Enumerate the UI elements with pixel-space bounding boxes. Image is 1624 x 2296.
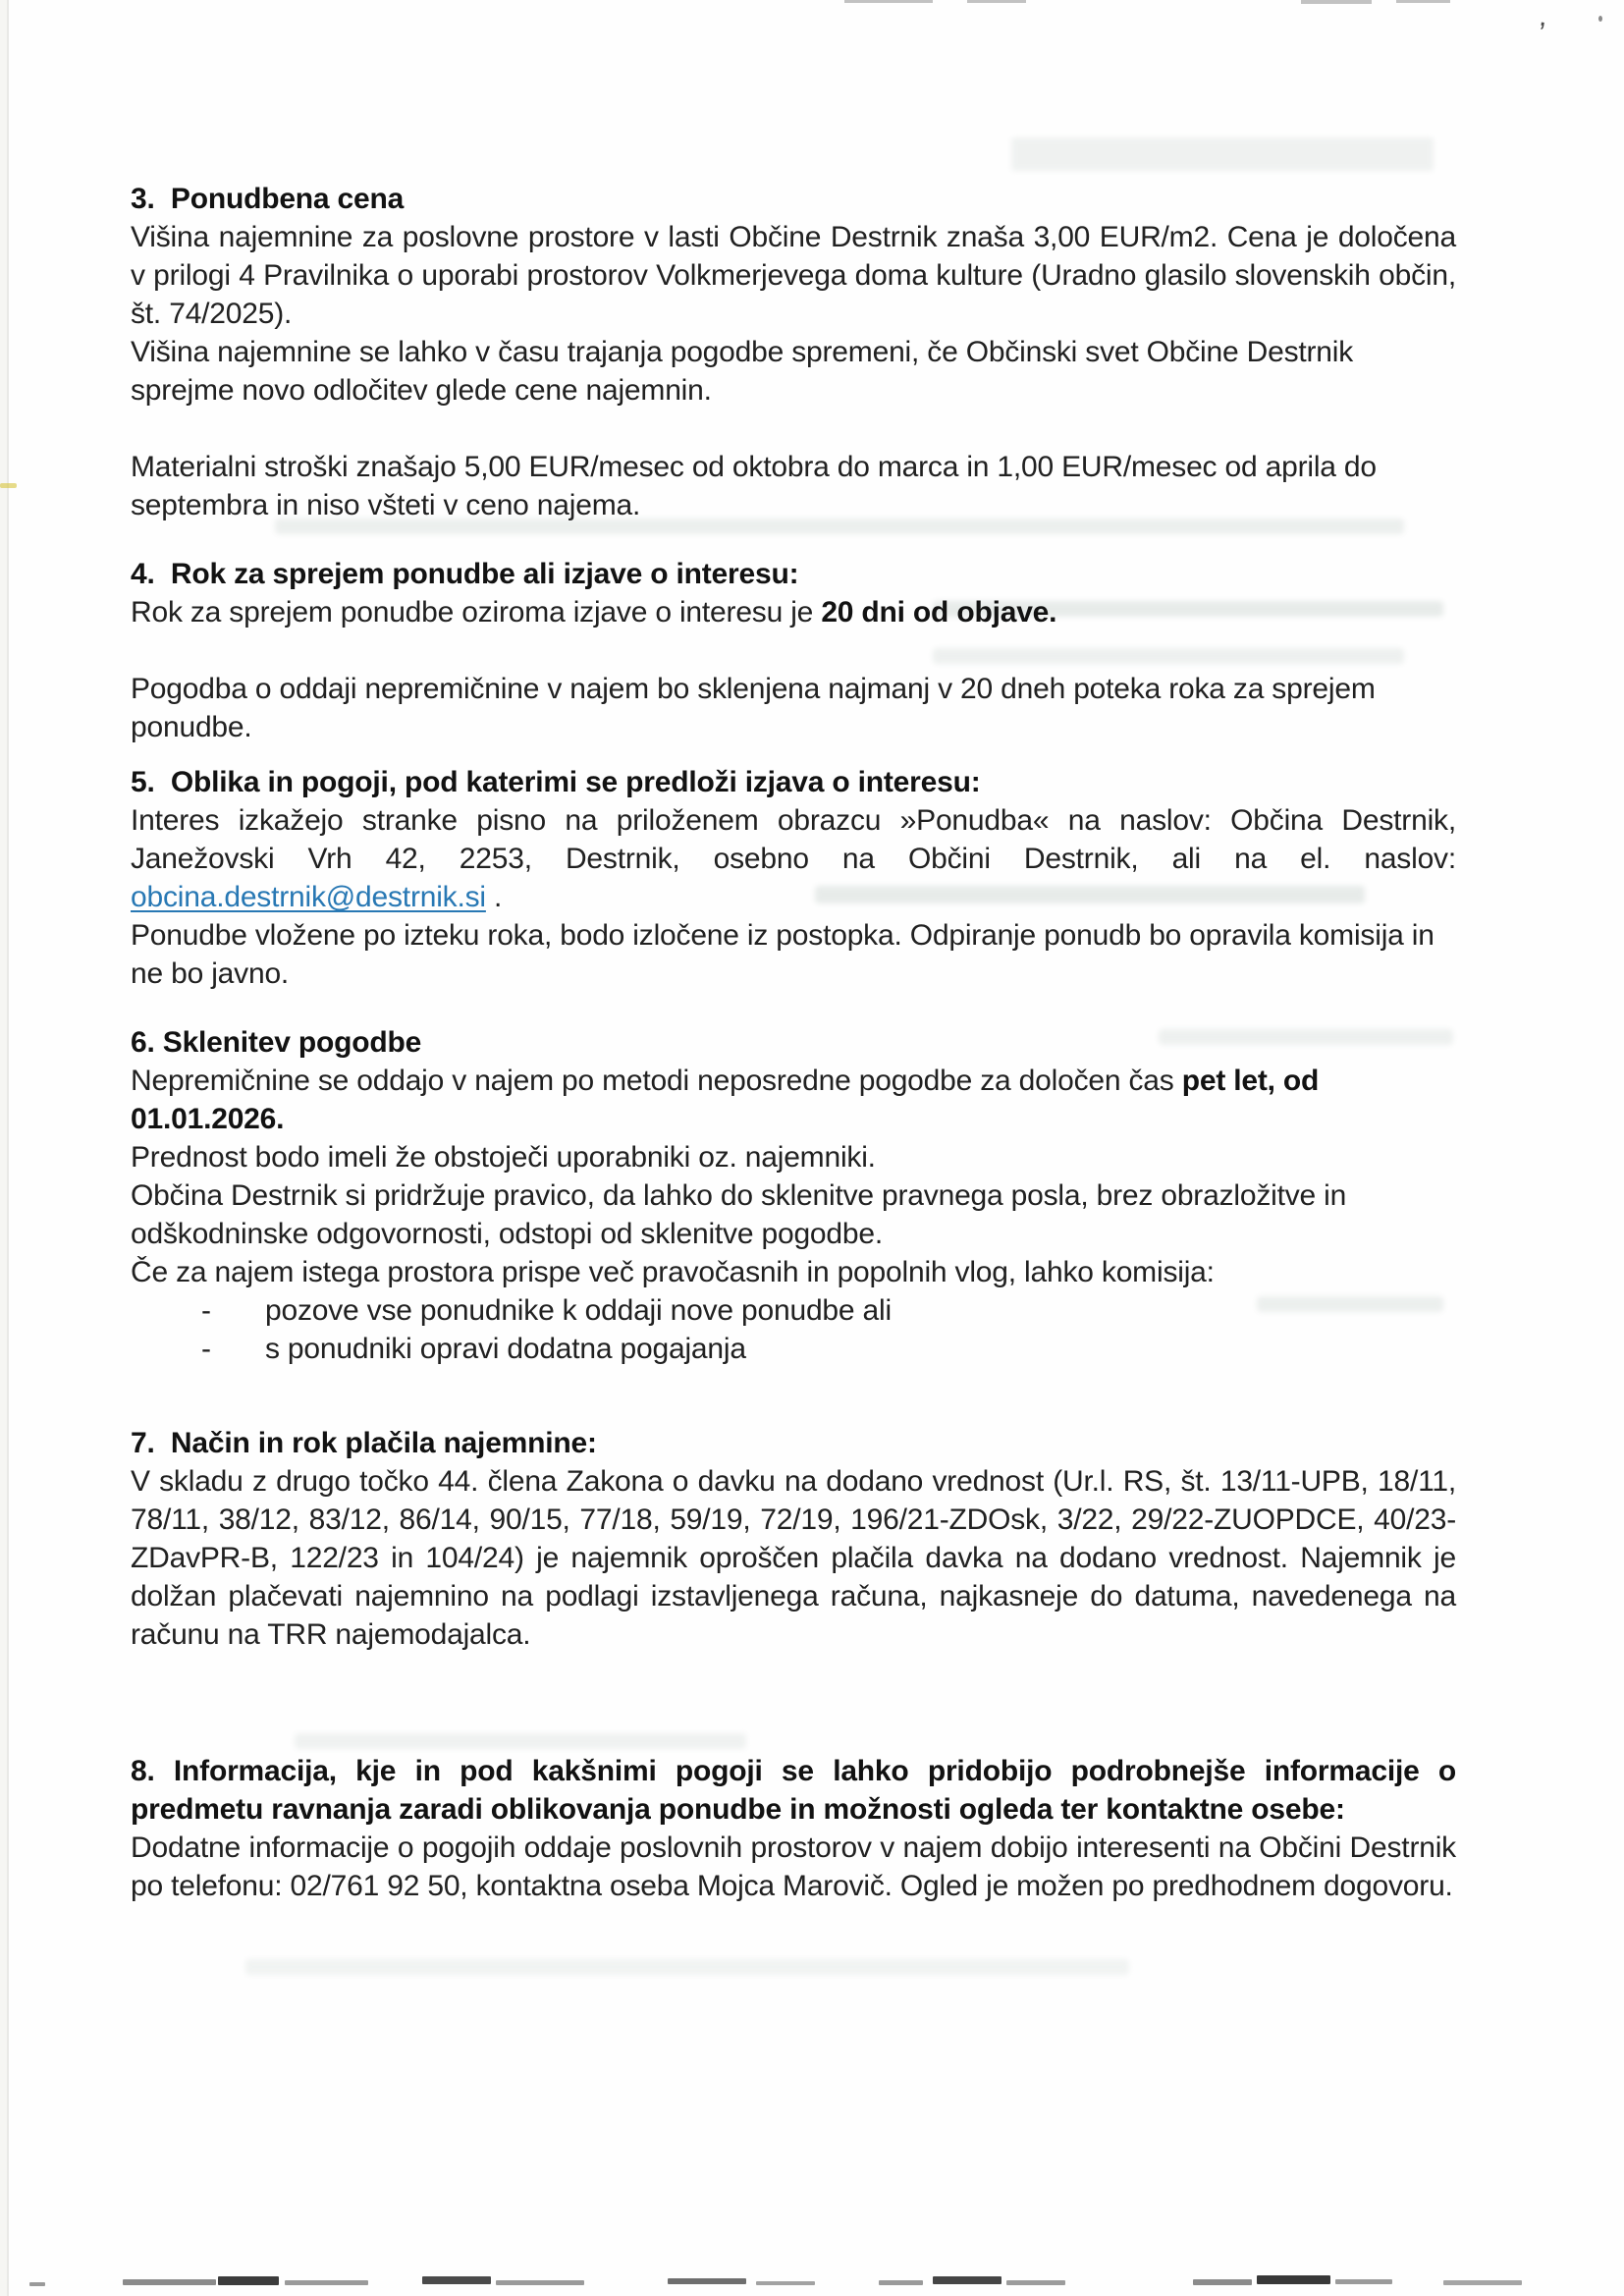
scan-bottom-dash	[1006, 2280, 1065, 2285]
section-4-paragraph-1-text: Rok za sprejem ponudbe oziroma izjave o interesu je	[131, 596, 822, 629]
scan-speck: ,	[1537, 0, 1550, 33]
section-5-paragraph-1-text: Interes izkažejo stranke pisno na priloženem obrazcu »Ponudba« na naslov: Občina Destrnik, Janežovski Vrh 42, 2253, Destrnik, osebno na Občini Destrnik, ali na el. naslov:	[131, 804, 1456, 875]
scan-bottom-dash	[123, 2279, 216, 2285]
scan-top-dash	[844, 0, 933, 3]
scan-bottom-dash	[1335, 2279, 1392, 2284]
scan-bottom-dash	[1257, 2275, 1330, 2284]
scan-top-dash	[1396, 0, 1450, 3]
scan-edge-line	[7, 0, 9, 2296]
section-6-paragraph-1-text: Nepremičnine se oddajo v najem po metodi neposredne pogodbe za določen čas	[131, 1065, 1182, 1097]
scan-bottom-dash	[29, 2282, 45, 2286]
list-item	[131, 1291, 1456, 1330]
section-5-paragraph-1	[131, 801, 1456, 916]
section-5-paragraph-2: Ponudbe vložene po izteku roka, bodo izločene iz postopka. Odpiranje ponudb bo opravila komisija in ne bo javno.	[131, 919, 1435, 990]
section-6-paragraph-2: Prednost bodo imeli že obstoječi uporabniki oz. najemniki.	[131, 1141, 876, 1174]
scan-top-dash	[967, 0, 1026, 3]
bullet-dash: -	[201, 1294, 211, 1327]
document-content	[131, 180, 1456, 1905]
bleed-through-artifact	[245, 1959, 1129, 1975]
scan-bottom-dash	[756, 2281, 815, 2285]
scan-bottom-dash	[218, 2276, 279, 2285]
scan-bottom-dash	[933, 2276, 1001, 2284]
section-4-paragraph-1	[131, 593, 1456, 631]
scan-yellow-mark	[0, 483, 17, 488]
section-4-deadline-bold: 20 dni od objave.	[821, 596, 1057, 629]
bullet-dash: -	[201, 1333, 211, 1365]
scan-bottom-dash	[1193, 2279, 1252, 2285]
scan-bottom-dash	[668, 2278, 746, 2284]
scan-bottom-dash	[285, 2280, 368, 2285]
scan-bottom-dash	[422, 2276, 491, 2284]
section-6-paragraph-3: Občina Destrnik si pridržuje pravico, da lahko do sklenitve pravnega posla, brez obrazložitve in odškodninske odgovornosti, odstopi od sklenitve pogodbe.	[131, 1179, 1347, 1250]
section-3-paragraph-2: Višina najemnine se lahko v času trajanja pogodbe spremeni, če Občinski svet Občine Destrnik sprejme novo odločitev glede cene najemnin.	[131, 336, 1354, 407]
bleed-through-artifact	[1011, 137, 1434, 171]
section-7-paragraph-1: V skladu z drugo točko 44. člena Zakona o davku na dodano vrednost (Ur.l. RS, št. 13/11-UPB, 18/11, 78/11, 38/12, 83/12, 86/14, 90/15, 77/18, 59/19, 72/19, 196/21-ZDOsk, 3/22, 29/22-ZUOPDCE, 40/23-ZDavPR-B, 122/23 in 104/24) je najemnik oproščen plačila davka na dodano vrednost. Najemnik je dolžan plačevati najemnino na podlagi izstavljenega računa, najkasneje do datuma, navedenega na računu na TRR najemodajalca.	[131, 1465, 1456, 1651]
list-item-text: s ponudniki opravi dodatna pogajanja	[265, 1333, 746, 1365]
section-6-paragraph-1	[131, 1062, 1456, 1138]
scan-speck	[1598, 16, 1602, 22]
section-8-paragraph-1: Dodatne informacije o pogojih oddaje poslovnih prostorov v najem dobijo interesenti na Občini Destrnik po telefonu: 02/761 92 50, kontaktna oseba Mojca Marovič. Ogled je možen po predhodnem dogovoru.	[131, 1831, 1456, 1902]
scan-top-dash	[1301, 0, 1372, 4]
list-item-text: pozove vse ponudnike k oddaji nove ponudbe ali	[265, 1294, 892, 1327]
scan-bottom-dash	[879, 2280, 923, 2285]
scan-bottom-dash	[496, 2280, 584, 2285]
section-3-paragraph-1: Višina najemnine za poslovne prostore v lasti Občine Destrnik znaša 3,00 EUR/m2. Cena je določena v prilogi 4 Pravilnika o uporabi prostorov Volkmerjevega doma kulture (Uradno glasilo slovenskih občin, št. 74/2025).	[131, 221, 1456, 330]
section-8-heading: 8. Informacija, kje in pod kakšnimi pogoji se lahko pridobijo podrobnejše informacije o predmetu ravnanja zaradi oblikovanja ponudbe in možnosti ogleda ter kontaktne osebe:	[131, 1755, 1456, 1826]
email-link[interactable]: obcina.destrnik@destrnik.si	[131, 881, 486, 913]
section-3-paragraph-3: Materialni stroški znašajo 5,00 EUR/mesec od oktobra do marca in 1,00 EUR/mesec od aprila do septembra in niso všteti v ceno najema.	[131, 451, 1377, 521]
section-3-heading: 3. Ponudbena cena	[131, 183, 405, 215]
scan-edge-shade	[0, 0, 7, 2296]
section-4-paragraph-2: Pogodba o oddaji nepremičnine v najem bo sklenjena najmanj v 20 dneh poteka roka za sprejem ponudbe.	[131, 673, 1376, 743]
scan-bottom-dash	[1443, 2280, 1522, 2285]
list-item	[131, 1330, 1456, 1368]
section-6-duration-bold: pet let, od 01.01.2026.	[131, 1065, 1320, 1135]
section-6-heading: 6. Sklenitev pogodbe	[131, 1026, 422, 1059]
section-6-paragraph-4: Če za najem istega prostora prispe več pravočasnih in popolnih vlog, lahko komisija:	[131, 1256, 1215, 1288]
section-5-paragraph-1-tail: .	[485, 881, 503, 913]
section-7-heading: 7. Način in rok plačila najemnine:	[131, 1427, 597, 1459]
section-4-heading: 4. Rok za sprejem ponudbe ali izjave o interesu:	[131, 558, 799, 590]
section-5-heading: 5. Oblika in pogoji, pod katerimi se predloži izjava o interesu:	[131, 766, 981, 798]
